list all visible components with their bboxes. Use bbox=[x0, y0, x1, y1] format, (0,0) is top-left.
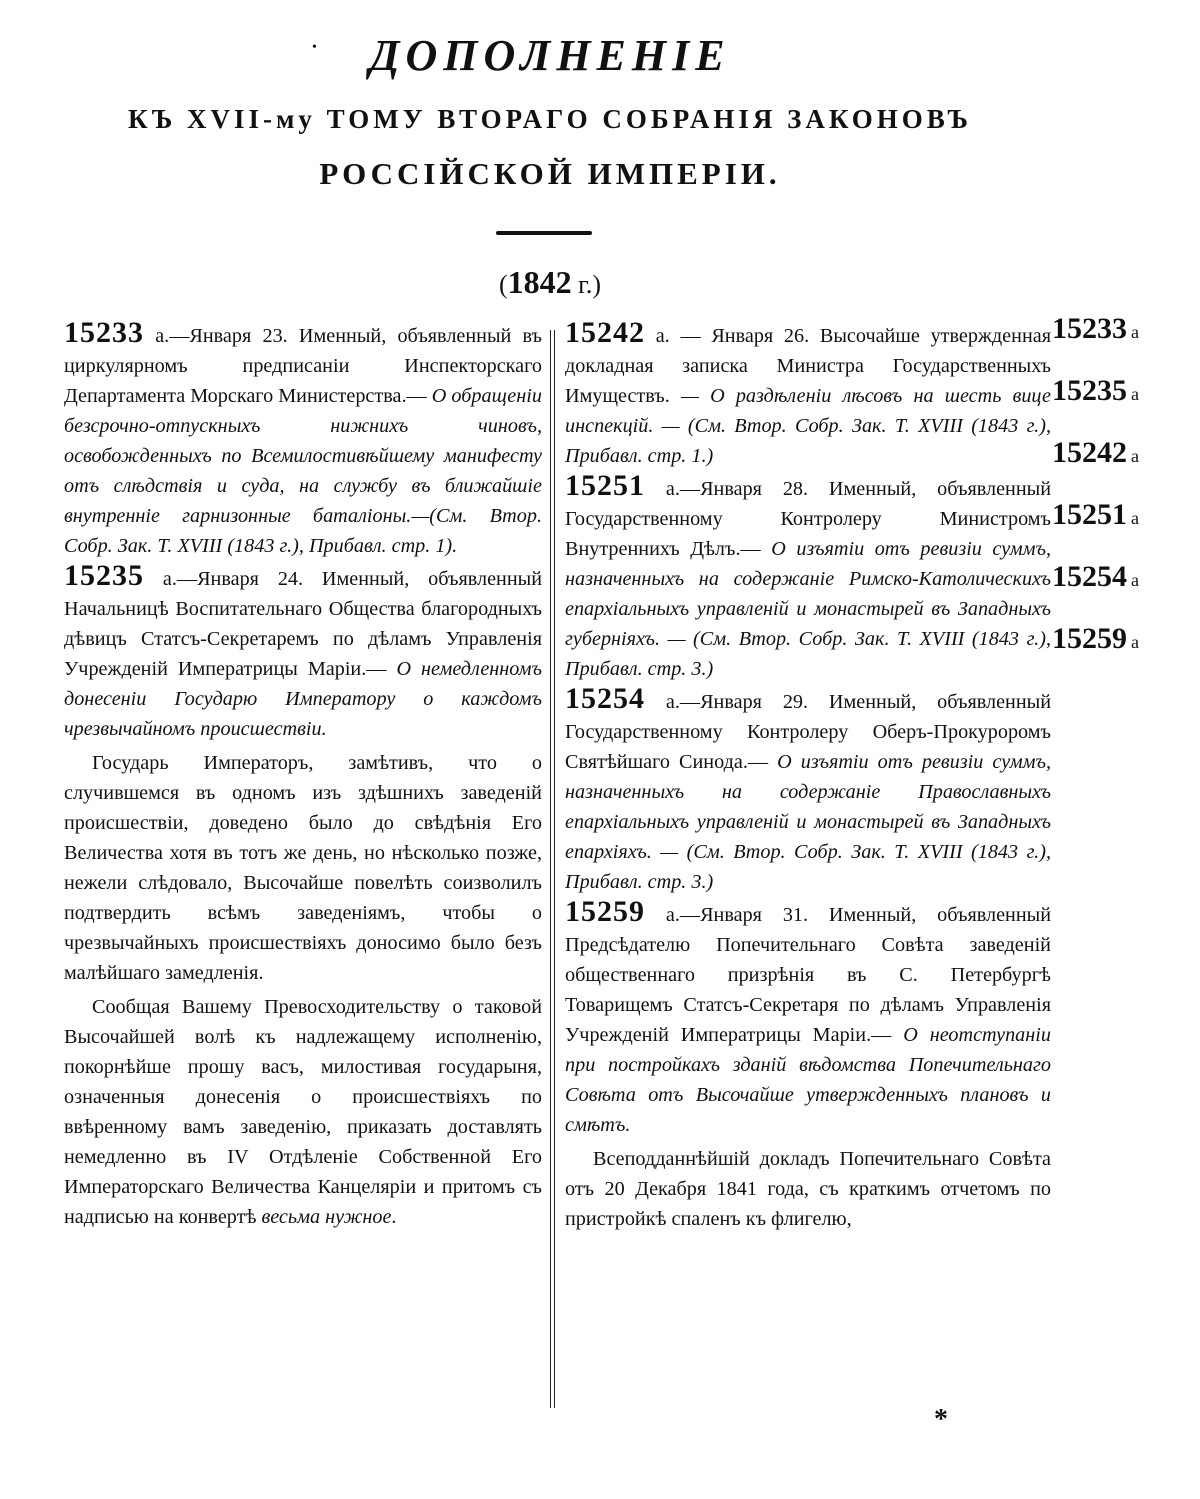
entry-lead: а. — Января 26. Высочайше утвержденная докладная записка Министра Государственныхъ Имуществъ. bbox=[565, 325, 1051, 407]
margin-number-value: 15242 bbox=[1052, 436, 1127, 469]
entry-lead: а.—Января 23. Именный, объявленный въ циркулярномъ предписаніи Инспекторскаго Департамента Морскаго Министерства.— bbox=[64, 325, 542, 407]
margin-number-value: 15259 bbox=[1052, 622, 1127, 655]
entry-number: 15259 bbox=[565, 895, 645, 928]
entry-lead: а.—Января 28. Именный, объявленный Государственному Контролеру Министромъ Внутреннихъ Дѣлъ.— bbox=[565, 478, 1051, 560]
margin-number bbox=[1052, 374, 1198, 436]
title-rule bbox=[496, 231, 592, 235]
year-suffix: г.) bbox=[578, 270, 602, 299]
entry-subject: — О раздѣленіи лѣсовъ на шесть вице инспекцій. — (См. Втор. Собр. Зак. Т. XVIII (1843 г.), Прибавл. стр. 1.) bbox=[565, 385, 1051, 467]
law-entry bbox=[64, 561, 542, 744]
body-paragraph: Государь Императоръ, замѣтивъ, что о случившемся въ одномъ изъ здѣшнихъ заведеній происшествіи, доведено было до свѣдѣнія Его Величества хотя въ тотъ же день, но нѣсколько позже, нежели слѣдовало, Высочайше повелѣть соизволилъ подтвердить всѣмъ заведеніямъ, чтобы о чрезвычайныхъ происшествіяхъ доносимо было безъ малѣйшаго замедленія. bbox=[64, 752, 542, 984]
margin-number-suffix: а bbox=[1131, 322, 1139, 342]
left-column bbox=[64, 318, 542, 1232]
entry-number: 15251 bbox=[565, 469, 645, 502]
entry-subject: О изъятіи отъ ревизіи суммъ, назначенныхъ на содержаніе Православныхъ епархіальныхъ управленій и монастырей въ Западныхъ епархіяхъ. — (См. Втор. Собр. Зак. Т. XVIII (1843 г.), Прибавл. стр. 3.) bbox=[565, 751, 1051, 893]
margin-number-value: 15235 bbox=[1052, 374, 1127, 407]
law-entry bbox=[64, 318, 542, 561]
margin-number-suffix: а bbox=[1131, 508, 1139, 528]
margin-number-value: 15233 bbox=[1052, 312, 1127, 345]
right-column bbox=[565, 318, 1051, 1234]
margin-number-suffix: а bbox=[1131, 570, 1139, 590]
entry-number: 15235 bbox=[64, 559, 144, 592]
year-prefix: ( bbox=[498, 270, 508, 299]
margin-number bbox=[1052, 622, 1198, 684]
entry-number: 15242 bbox=[565, 316, 645, 349]
entry-lead: а.—Января 24. Именный, объявленный Начальницѣ Воспитательнаго Общества благородныхъ дѣвицъ Статсъ-Секретаремъ по дѣламъ Управленія Учрежденій Императрицы Маріи.— bbox=[64, 568, 542, 680]
law-entry bbox=[565, 318, 1051, 471]
margin-number bbox=[1052, 498, 1198, 560]
entry-number: 15233 bbox=[64, 316, 144, 349]
law-entry bbox=[565, 684, 1051, 897]
law-entry bbox=[565, 471, 1051, 684]
law-entry bbox=[565, 897, 1051, 1140]
paragraph-italic: весьма нужное bbox=[261, 1206, 392, 1228]
body-paragraph: Всеподданнѣйшій докладъ Попечительнаго Совѣта отъ 20 Декабря 1841 года, съ краткимъ отчетомъ по пристройкѣ спаленъ къ флигелю, bbox=[565, 1148, 1051, 1230]
document-subtitle-2: РОССІЙСКОЙ ИМПЕРІИ. bbox=[319, 156, 781, 191]
body-paragraph bbox=[64, 992, 542, 1232]
entry-lead: а.—Января 31. Именный, объявленный Предсѣдателю Попечительнаго Совѣта заведеній общественнаго призрѣнія въ С. Петербургѣ Товарищемъ Статсъ-Секретаря по дѣламъ Управленія Учрежденій Императрицы Маріи.— bbox=[565, 904, 1051, 1046]
document-subtitle: КЪ XVII-му ТОМУ ВТОРАГО СОБРАНІЯ ЗАКОНОВЪ bbox=[128, 104, 972, 134]
margin-number bbox=[1052, 312, 1198, 374]
paragraph-text: Сообщая Вашему Превосходительству о таковой Высочайшей волѣ къ надлежащему исполненію, покорнѣйше прошу васъ, милостивая государыня, означенныя донесенія о происшествіяхъ по ввѣренному вамъ заведенію, приказать доставлять немедленно въ IV Отдѣленіе Собственной Его Императорскаго Величества Канцеляріи и притомъ съ надписью на конвертѣ bbox=[64, 996, 542, 1228]
signature-mark: * bbox=[934, 1404, 948, 1435]
column-divider bbox=[550, 330, 555, 1408]
entry-subject: О неотступаніи при постройкахъ зданій вѣдомства Попечительнаго Совѣта отъ Высочайше утвержденныхъ плановъ и смѣтъ. bbox=[565, 1024, 1051, 1136]
margin-index bbox=[1052, 312, 1198, 684]
entry-subject: О обращеніи безсрочно-отпускныхъ нижнихъ чиновъ, освобожденныхъ по Всемилостивѣйшему манифесту отъ слѣдствія и суда, на службу въ ближайшіе внутренніе гарнизонные баталіоны.—(См. Втор. Собр. Зак. Т. XVIII (1843 г.), Прибавл. стр. 1). bbox=[64, 385, 542, 557]
entry-number: 15254 bbox=[565, 682, 645, 715]
margin-number-suffix: а bbox=[1131, 632, 1139, 652]
margin-number bbox=[1052, 436, 1198, 498]
entry-subject: О немедленномъ донесеніи Государю Императору о каждомъ чрезвычайномъ происшествіи. bbox=[64, 658, 542, 740]
paragraph-end: . bbox=[391, 1206, 397, 1228]
margin-number-suffix: а bbox=[1131, 384, 1139, 404]
entry-subject: О изъятіи отъ ревизіи суммъ, назначенныхъ на содержаніе Римско-Католическихъ епархіальныхъ управленій и монастырей въ Западныхъ губерніяхъ. — (См. Втор. Собр. Зак. Т. XVIII (1843 г.), Прибавл. стр. 3.) bbox=[565, 538, 1052, 680]
stray-dot: • bbox=[312, 40, 317, 55]
margin-number-value: 15251 bbox=[1052, 498, 1127, 531]
margin-number-suffix: а bbox=[1131, 446, 1139, 466]
margin-number bbox=[1052, 560, 1198, 622]
margin-number-value: 15254 bbox=[1052, 560, 1127, 593]
year-number: 1842 bbox=[507, 264, 572, 300]
year-heading bbox=[0, 264, 1100, 301]
document-title: ДОПОЛНЕНІЕ bbox=[369, 31, 731, 80]
entry-lead: а.—Января 29. Именный, объявленный Государственному Контролеру Оберъ-Прокуроромъ Святѣйшаго Синода.— bbox=[565, 691, 1051, 773]
